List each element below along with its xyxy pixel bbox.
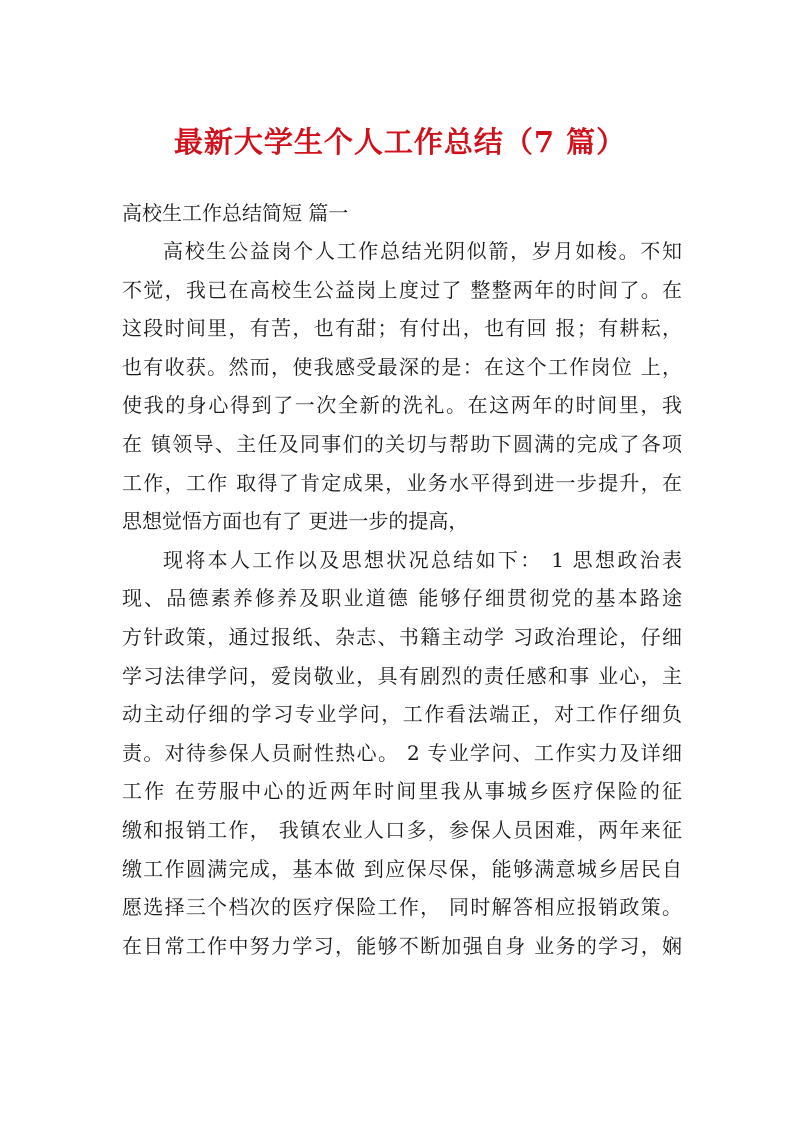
text-line: 不觉，我已在高校生公益岗上度过了 整整两年的时间了。在 [122,277,682,302]
text-line: 工作 在劳服中心的近两年时间里我从事城乡医疗保险的征 [122,779,682,804]
text-line: 责。对待参保人员耐性热心。 2 专业学问、工作实力及详细 [122,740,682,765]
text-line: 现将本人工作以及思想状况总结如下： 1 思想政治表 [163,547,682,572]
text-line: 使我的身心得到了一次全新的洗礼。在这两年的时间里，我 [122,393,682,418]
text-line: 缴和报销工作， 我镇农业人口多，参保人员困难，两年来征 [122,817,682,842]
text-line: 高校生公益岗个人工作总结光阴似箭，岁月如梭。不知 [163,239,682,263]
document-title: 最新大学生个人工作总结（7 篇） [173,125,627,159]
text-line: 在 镇领导、主任及同事们的关切与帮助下圆满的完成了各项 [122,431,682,456]
text-line: 现、品德素养修养及职业道德 能够仔细贯彻党的基本路途 [122,586,682,611]
text-line: 动主动仔细的学习专业学问，工作看法端正，对工作仔细负 [122,702,682,727]
text-line: 缴工作圆满完成，基本做 到应保尽保，能够满意城乡居民自 [122,856,682,881]
text-line: 工作，工作 取得了肯定成果，业务水平得到进一步提升，在 [122,470,682,495]
text-line: 在日常工作中努力学习，能够不断加强自身 业务的学习，娴 [122,933,682,958]
text-line: 学习法律学问，爱岗敬业，具有剧烈的责任感和事 业心，主 [122,663,682,688]
body-text [122,232,682,965]
text-line: 这段时间里，有苦，也有甜；有付出，也有回 报；有耕耘， [122,316,682,341]
text-line: 愿选择三个档次的医疗保险工作， 同时解答相应报销政策。 [122,895,682,920]
section-heading: 高校生工作总结简短 篇一 [122,201,349,225]
text-line: 方针政策，通过报纸、杂志、书籍主动学 习政治理论，仔细 [122,624,682,649]
text-line: 也有收获。然而，使我感受最深的是：在这个工作岗位 上， [122,354,682,379]
text-line: 思想觉悟方面也有了 更进一步的提高， [122,509,469,534]
